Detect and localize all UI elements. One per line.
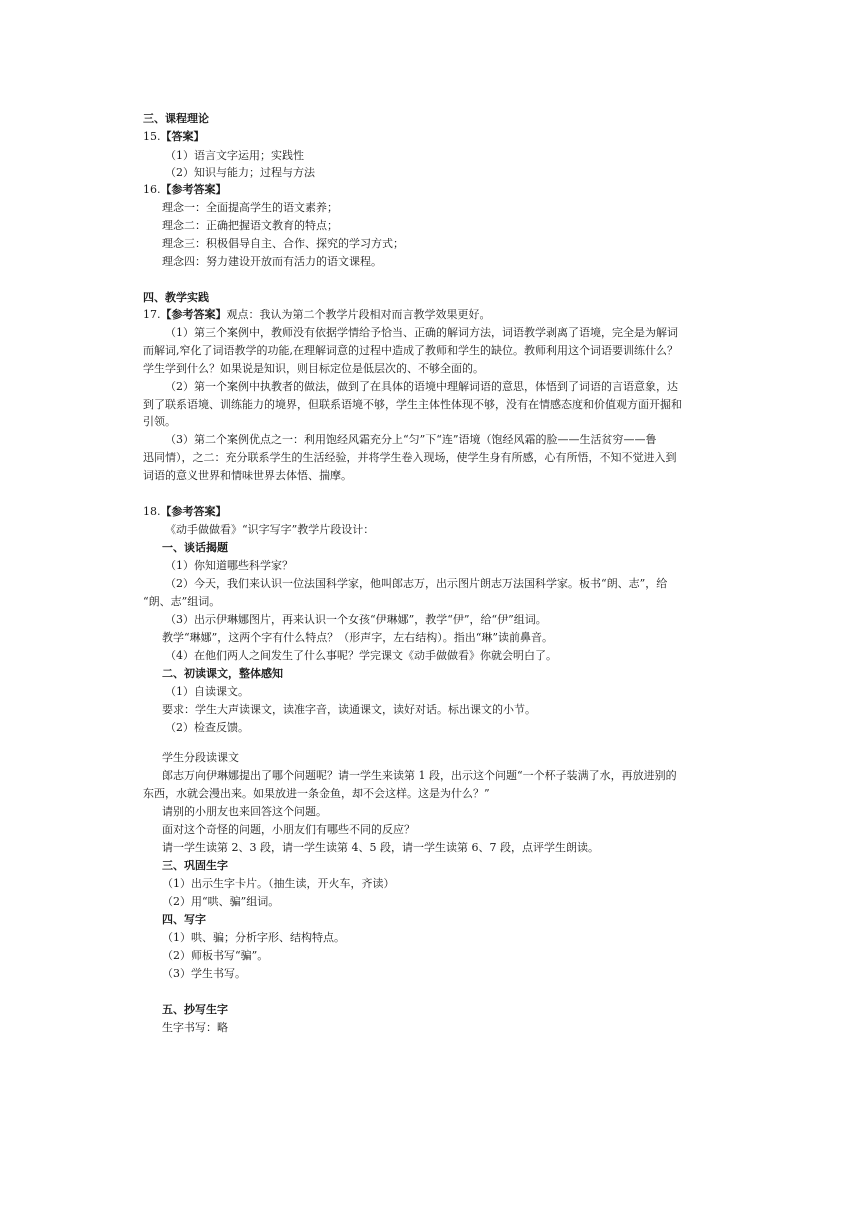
question-17-header: [143, 308, 491, 322]
paragraph-line: 引领。: [143, 415, 176, 428]
step-line: （1）哄、骗；分析字形、结构特点。: [162, 931, 345, 944]
paragraph-line: （3）第二个案例优点之一：利用饱经风霜充分上“匀”下“连”语境（饱经风霜的脸——生活贫穷——鲁: [165, 433, 657, 446]
answer-tag: 【参考答案】: [160, 505, 227, 518]
step-line: （2）今天，我们来认识一位法国科学家，他叫郎志万，出示图片朗志万法国科学家。板书“朗、志”，给: [165, 577, 668, 590]
question-15-header: [143, 130, 205, 144]
answer-line: 理念一：全面提高学生的语文素养；: [162, 201, 338, 214]
answer-tag: 【答案】: [160, 130, 205, 143]
answer-tag: 【参考答案】: [160, 183, 227, 196]
answer-tag: 【参考答案】: [160, 308, 227, 321]
answer-line: （1）语言文字运用；实践性: [165, 149, 304, 162]
answer-intro: 观点：我认为第二个教学片段相对而言教学效果更好。: [226, 308, 491, 321]
answer-line: 理念三：积极倡导自主、合作、探究的学习方式；: [162, 237, 404, 250]
step-line: “朗、志”组词。: [143, 595, 221, 608]
paragraph-line: 词语的意义世界和情味世界去体悟、揣摩。: [143, 469, 352, 482]
step-line: 请别的小朋友也来回答这个问题。: [162, 805, 327, 818]
question-16-header: [143, 183, 227, 197]
section-heading-teaching-practice: 四、教学实践: [143, 291, 209, 304]
step-line: 面对这个奇怪的问题，小朋友们有哪些不同的反应？: [162, 823, 415, 836]
step-line: （1）你知道哪些科学家？: [165, 559, 293, 572]
answer-line: 理念四：努力建设开放而有活力的语文课程。: [162, 255, 382, 268]
step-line: （4）在他们两人之间发生了什么事呢？学完课文《动手做做看》你就会明白了。: [165, 649, 557, 662]
step-line: 郎志万向伊琳娜提出了哪个问题呢？请一学生来读第 1 段，出示这个问题“一个杯子装满了水，再放进别的: [162, 769, 677, 782]
part-heading: 三、巩固生字: [162, 859, 228, 872]
section-heading-course-theory: 三、课程理论: [143, 112, 209, 125]
part-heading: 二、初读课文，整体感知: [162, 667, 283, 680]
paragraph-line: 迅同情），之二：充分联系学生的生活经验，并将学生卷入现场，使学生身有所感，心有所悟，不知不觉进入到: [143, 451, 677, 464]
step-line: （1）出示生字卡片。（抽生读，开火车，齐读）: [162, 877, 395, 890]
paragraph-line: 学生学到什么？如果说是知识，则目标定位是低层次的、不够全面的。: [143, 362, 484, 375]
step-line: 要求：学生大声读课文，读准字音，读通课文，读好对话。标出课文的小节。: [162, 703, 536, 716]
paragraph-line: 而解词,窄化了词语教学的功能,在理解词意的过程中造成了教师和学生的缺位。教师利用这个词语要训练什么？: [143, 344, 678, 357]
paragraph-line: （2）第一个案例中执教者的做法，做到了在具体的语境中理解词语的意思，体悟到了词语的言语意象，达: [165, 380, 678, 393]
question-number: 16.: [143, 183, 161, 196]
step-line: 生字书写：略: [162, 1021, 228, 1034]
step-line: （1）自读课文。: [165, 685, 249, 698]
step-line: 东西，水就会漫出来。如果放进一条金鱼，却不会这样。这是为什么？”: [143, 787, 490, 800]
question-18-header: [143, 505, 227, 519]
step-line: （2）检查反馈。: [165, 721, 249, 734]
part-heading: 五、抄写生字: [162, 1003, 228, 1016]
step-line: 教学“琳娜”，这两个字有什么特点？（形声字，左右结构）。指出“琳”读前鼻音。: [162, 631, 553, 644]
question-number: 18.: [143, 505, 161, 518]
answer-line: （2）知识与能力；过程与方法: [165, 166, 315, 179]
part-heading: 一、谈话揭题: [162, 541, 228, 554]
step-line: （2）用“哄、骗”组词。: [162, 895, 280, 908]
part-heading: 四、写字: [162, 913, 206, 926]
question-number: 15.: [143, 130, 161, 143]
step-line: （2）师板书写“骗”。: [162, 949, 269, 962]
paragraph-line: 到了联系语境、训练能力的境界，但联系语境不够，学生主体性体现不够，没有在情感态度和价值观方面开掘和: [143, 398, 682, 411]
question-number: 17.: [143, 308, 161, 321]
step-line: （3）学生书写。: [162, 967, 246, 980]
design-title: 《动手做做看》“识字写字”教学片段设计：: [165, 523, 375, 536]
paragraph-line: （1）第三个案例中，教师没有依据学情给予恰当、正确的解词方法，词语教学剥离了语境，完全是为解词: [165, 326, 678, 339]
step-line: 请一学生读第 2、3 段，请一学生读第 4、5 段，请一学生读第 6、7 段，点评学生朗读。: [162, 841, 599, 854]
step-line: （3）出示伊琳娜图片，再来认识一个女孩“伊琳娜”，教学“伊”，给“伊”组词。: [165, 613, 547, 626]
step-line: 学生分段读课文: [162, 751, 239, 764]
answer-line: 理念二：正确把握语文教育的特点；: [162, 219, 338, 232]
